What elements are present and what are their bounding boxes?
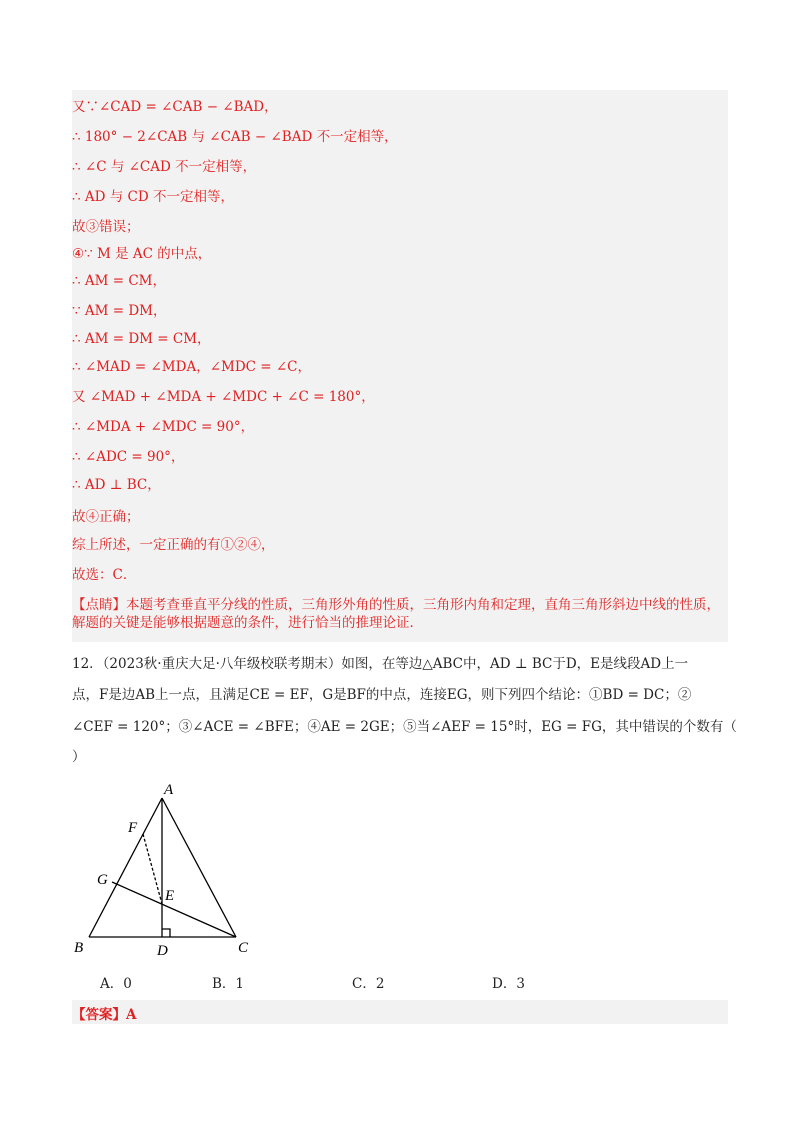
question-line: ∠CEF = 120°；③∠ACE = ∠BFE；④AE = 2GE；⑤当∠AEF = 15°时，EG = FG，其中错误的个数有（ bbox=[72, 719, 737, 735]
solution-line: ∴ ∠ADC = 90°， bbox=[72, 449, 185, 465]
question-line: 12．（2023秋·重庆大足·八年级校联考期末）如图，在等边△ABC中，AD ⊥ BC于D，E是线段AD上一 bbox=[72, 656, 689, 672]
label-g: G bbox=[97, 872, 108, 888]
answer-text: 【答案】A bbox=[72, 1007, 137, 1023]
side-ab bbox=[89, 798, 162, 937]
option-c[interactable]: C．2 bbox=[352, 976, 385, 992]
triangle-figure bbox=[72, 776, 272, 958]
segment-fe bbox=[143, 834, 162, 904]
right-angle-mark bbox=[162, 929, 170, 937]
question-line: 点，F是边AB上一点，且满足CE = EF，G是BF的中点，连接EG，则下列四个结论：①BD = DC；② bbox=[72, 687, 692, 703]
option-d[interactable]: D．3 bbox=[492, 976, 525, 992]
label-a: A bbox=[164, 782, 174, 798]
solution-line: ∵ AM = DM， bbox=[72, 303, 167, 319]
label-b: B bbox=[74, 940, 84, 956]
solution-line: 故③错误； bbox=[72, 219, 140, 235]
solution-line: 故④正确； bbox=[72, 509, 140, 525]
solution-line: 又 ∠MAD + ∠MDA + ∠MDC + ∠C = 180°， bbox=[72, 389, 375, 405]
solution-line: 综上所述，一定正确的有①②④， bbox=[72, 537, 275, 553]
solution-line: ∴ ∠MAD = ∠MDA，∠MDC = ∠C， bbox=[72, 359, 312, 375]
side-ac bbox=[162, 798, 236, 937]
solution-line: ∴ AD ⊥ BC， bbox=[72, 477, 161, 493]
remark-note: 【点睛】本题考查垂直平分线的性质，三角形外角的性质，三角形内角和定理，直角三角形斜边中线的性质，解题的关键是能够根据题意的条件，进行恰当的推理论证． bbox=[72, 597, 720, 631]
solution-line: ∴ ∠C 与 ∠CAD 不一定相等， bbox=[72, 159, 257, 175]
solution-line: ∴ AM = CM， bbox=[72, 273, 166, 289]
label-c: C bbox=[238, 940, 249, 956]
answer-panel bbox=[72, 1000, 728, 1024]
solution-line: ∴ ∠MDA + ∠MDC = 90°， bbox=[72, 419, 255, 435]
solution-line: ∴ AD 与 CD 不一定相等， bbox=[72, 189, 234, 205]
option-a[interactable]: A．0 bbox=[100, 976, 132, 992]
solution-line: ∴ 180° − 2∠CAB 与 ∠CAB − ∠BAD 不一定相等， bbox=[72, 129, 398, 145]
question-line: ） bbox=[72, 749, 86, 765]
option-b[interactable]: B．1 bbox=[212, 976, 245, 992]
solution-line: 故选：C． bbox=[72, 567, 137, 583]
solution-line: ④∵ M 是 AC 的中点， bbox=[72, 246, 212, 262]
label-e: E bbox=[165, 888, 175, 904]
label-d: D bbox=[157, 943, 168, 958]
solution-line: ∴ AM = DM = CM， bbox=[72, 331, 211, 347]
label-f: F bbox=[128, 820, 138, 836]
solution-line: 又∵∠CAD = ∠CAB − ∠BAD， bbox=[72, 99, 278, 115]
